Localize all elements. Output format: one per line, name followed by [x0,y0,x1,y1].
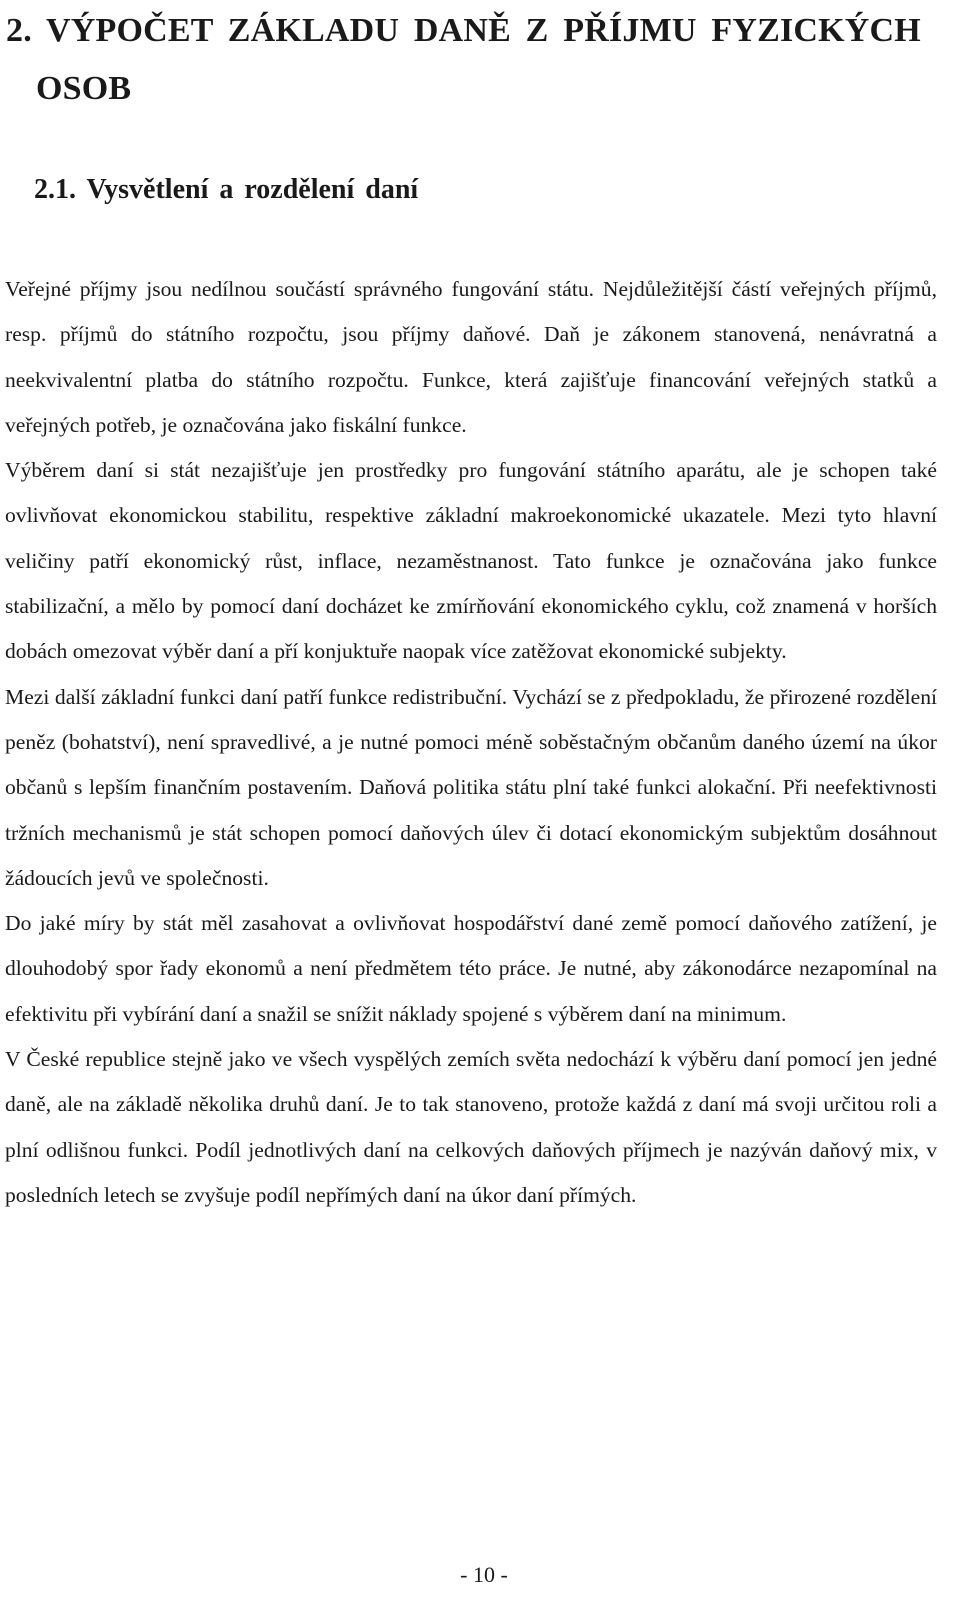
chapter-heading [6,2,956,118]
paragraph: Mezi další základní funkci daní patří funkce redistribuční. Vychází se z předpokladu, že přirozené rozdělení peněz (bohatství), není spravedlivé, a je nutné pomoci méně soběstačným občanům daného území na úkor občanů s lepším finančním postavením. Daňová politika státu plní také funkci alokační. Při neefektivnosti tržních mechanismů je stát schopen pomocí daňových úlev či dotací ekonomickým subjektům dosáhnout žádoucích jevů ve společnosti. [5,684,937,890]
chapter-title-line1: VÝPOČET ZÁKLADU DANĚ Z PŘÍJMU FYZICKÝCH [46,12,921,49]
section-heading: 2.1. Vysvětlení a rozdělení daní [34,174,419,205]
chapter-title-line2: OSOB [36,70,132,107]
paragraph: Výběrem daní si stát nezajišťuje jen prostředky pro fungování státního aparátu, ale je schopen také ovlivňovat ekonomickou stabilitu, respektive základní makroekonomické ukazatele. Mezi tyto hlavní veličiny patří ekonomický růst, inflace, nezaměstnanost. Tato funkce je označována jako funkce stabilizační, a mělo by pomocí daní docházet ke zmírňování ekonomického cyklu, což znamená v horších dobách omezovat výběr daní a pří konjuktuře naopak více zatěžovat ekonomické subjekty. [5,458,937,664]
body-text [5,267,937,1218]
paragraph: Do jaké míry by stát měl zasahovat a ovlivňovat hospodářství dané země pomocí daňového zatížení, je dlouhodobý spor řady ekonomů a není předmětem této práce. Je nutné, aby zákonodárce nezapomínal na efektivitu při vybírání daní a snažil se snížit náklady spojené s výběrem daní na minimum. [5,911,937,1026]
chapter-number: 2. [6,12,32,49]
paragraph: V České republice stejně jako ve všech vyspělých zemích světa nedochází k výběru daní pomocí jen jedné daně, ale na základě několika druhů daní. Je to tak stanoveno, protože každá z daní má svoji určitou roli a plní odlišnou funkci. Podíl jednotlivých daní na celkových daňových příjmech je nazýván daňový mix, v posledních letech se zvyšuje podíl nepřímých daní na úkor daní přímých. [5,1047,937,1207]
page-number: - 10 - [460,1562,508,1587]
paragraph: Veřejné příjmy jsou nedílnou součástí správného fungování státu. Nejdůležitější částí veřejných příjmů, resp. příjmů do státního rozpočtu, jsou příjmy daňové. Daň je zákonem stanovená, nenávratná a neekvivalentní platba do státního rozpočtu. Funkce, která zajišťuje financování veřejných statků a veřejných potřeb, je označována jako fiskální funkce. [5,277,937,437]
